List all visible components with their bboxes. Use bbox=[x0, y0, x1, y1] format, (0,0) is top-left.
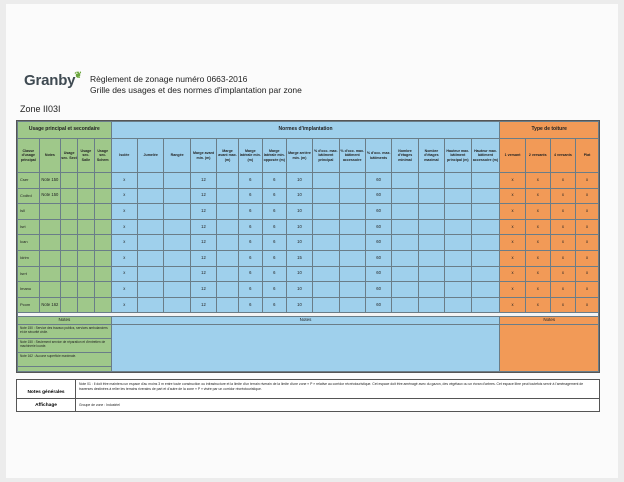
marge-arriere-min-cell: 10 bbox=[286, 219, 312, 235]
occ-batiments-cell: 60 bbox=[365, 250, 391, 266]
notes-body-row bbox=[18, 325, 599, 372]
etages-max-cell bbox=[418, 250, 444, 266]
marge-avant-min-cell: 12 bbox=[190, 188, 216, 204]
grid-row bbox=[18, 250, 599, 266]
hauteur-accessoire-cell bbox=[471, 266, 500, 282]
col-header-toiture: Plat bbox=[576, 139, 599, 173]
col-header-normes: Jumelée bbox=[138, 139, 164, 173]
occ-accessoire-cell bbox=[339, 188, 365, 204]
jumelee-cell bbox=[138, 204, 164, 220]
marge-avant-max-cell bbox=[217, 188, 239, 204]
etages-min-cell bbox=[392, 250, 418, 266]
occ-accessoire-cell bbox=[339, 173, 365, 189]
usage-sec-cell bbox=[61, 173, 78, 189]
occ-batiments-cell: 60 bbox=[365, 297, 391, 313]
marge-avant-max-cell bbox=[217, 173, 239, 189]
rangee-cell bbox=[164, 188, 190, 204]
marge-laterale-min-cell: 6 bbox=[238, 204, 262, 220]
usage-sec-cell bbox=[77, 219, 94, 235]
marge-laterale-min-cell: 6 bbox=[238, 173, 262, 189]
col-header-usage: Usage sec. Sect bbox=[61, 139, 78, 173]
notes-header-row bbox=[18, 317, 599, 325]
marge-laterale-opposee-cell: 6 bbox=[262, 282, 286, 298]
col-header-normes: Nombre d'étages minimal bbox=[392, 139, 418, 173]
usage-class-cell: Cxdtrd bbox=[18, 188, 40, 204]
toiture-cell: x bbox=[500, 235, 525, 251]
marge-avant-max-cell bbox=[217, 235, 239, 251]
hauteur-accessoire-cell bbox=[471, 235, 500, 251]
usage-sec-cell bbox=[94, 282, 111, 298]
document-title: Règlement de zonage numéro 0663-2016 bbox=[90, 74, 248, 84]
note-item: Note 162 : Aucune superficie maximale. bbox=[18, 353, 111, 367]
occ-principal-cell bbox=[313, 282, 339, 298]
hauteur-accessoire-cell bbox=[471, 250, 500, 266]
marge-laterale-min-cell: 6 bbox=[238, 282, 262, 298]
usage-note-cell bbox=[39, 219, 61, 235]
section-usage: Usage principal et secondaire bbox=[18, 122, 112, 139]
affichage-box bbox=[16, 398, 600, 412]
toiture-cell: x bbox=[525, 173, 550, 189]
col-header-normes: % d'occ. max. bâtiment principal bbox=[313, 139, 339, 173]
occ-batiments-cell: 60 bbox=[365, 219, 391, 235]
jumelee-cell bbox=[138, 266, 164, 282]
marge-laterale-min-cell: 6 bbox=[238, 235, 262, 251]
marge-avant-max-cell bbox=[217, 282, 239, 298]
toiture-cell: x bbox=[576, 204, 599, 220]
etages-min-cell bbox=[392, 297, 418, 313]
marge-avant-max-cell bbox=[217, 250, 239, 266]
rangee-cell bbox=[164, 173, 190, 189]
etages-max-cell bbox=[418, 235, 444, 251]
toiture-cell: x bbox=[576, 297, 599, 313]
etages-max-cell bbox=[418, 282, 444, 298]
section-toiture: Type de toiture bbox=[500, 122, 599, 139]
marge-arriere-min-cell: 10 bbox=[286, 173, 312, 189]
occ-batiments-cell: 60 bbox=[365, 266, 391, 282]
hauteur-principal-cell bbox=[445, 204, 471, 220]
hauteur-principal-cell bbox=[445, 219, 471, 235]
usage-sec-cell bbox=[94, 173, 111, 189]
marge-avant-max-cell bbox=[217, 297, 239, 313]
hauteur-principal-cell bbox=[445, 297, 471, 313]
occ-batiments-cell: 60 bbox=[365, 173, 391, 189]
jumelee-cell bbox=[138, 282, 164, 298]
usage-class-cell: Isrt bbox=[18, 219, 40, 235]
marge-arriere-min-cell: 10 bbox=[286, 235, 312, 251]
grid-row bbox=[18, 204, 599, 220]
occ-batiments-cell: 60 bbox=[365, 204, 391, 220]
occ-principal-cell bbox=[313, 219, 339, 235]
rangee-cell bbox=[164, 250, 190, 266]
occ-principal-cell bbox=[313, 188, 339, 204]
etages-min-cell bbox=[392, 282, 418, 298]
rangee-cell bbox=[164, 282, 190, 298]
toiture-cell: x bbox=[500, 219, 525, 235]
occ-principal-cell bbox=[313, 235, 339, 251]
col-header-usage: Usage sec. Schem bbox=[94, 139, 111, 173]
occ-batiments-cell: 60 bbox=[365, 235, 391, 251]
notes-toiture-label: Notes bbox=[500, 317, 599, 325]
marge-avant-min-cell: 12 bbox=[190, 204, 216, 220]
grid-row bbox=[18, 297, 599, 313]
usage-class-cell: Ican bbox=[18, 235, 40, 251]
marge-arriere-min-cell: 10 bbox=[286, 204, 312, 220]
toiture-cell: x bbox=[576, 219, 599, 235]
marge-avant-max-cell bbox=[217, 219, 239, 235]
usage-class-cell: Isrrt bbox=[18, 266, 40, 282]
grid-row bbox=[18, 219, 599, 235]
marge-arriere-min-cell: 15 bbox=[286, 250, 312, 266]
zoning-grid bbox=[16, 120, 600, 373]
toiture-cell: x bbox=[525, 266, 550, 282]
toiture-cell: x bbox=[576, 235, 599, 251]
occ-batiments-cell: 60 bbox=[365, 188, 391, 204]
toiture-cell: x bbox=[576, 188, 599, 204]
col-header-normes: Marge arrière min. (m) bbox=[286, 139, 312, 173]
hauteur-principal-cell bbox=[445, 282, 471, 298]
usage-class-cell: Pcom bbox=[18, 297, 40, 313]
occ-principal-cell bbox=[313, 297, 339, 313]
marge-laterale-min-cell: 6 bbox=[238, 297, 262, 313]
toiture-cell: x bbox=[500, 282, 525, 298]
col-header-normes: Rangée bbox=[164, 139, 190, 173]
marge-laterale-opposee-cell: 6 bbox=[262, 250, 286, 266]
usage-sec-cell bbox=[94, 188, 111, 204]
etages-max-cell bbox=[418, 173, 444, 189]
usage-class-cell: Imanu bbox=[18, 282, 40, 298]
occ-accessoire-cell bbox=[339, 235, 365, 251]
toiture-cell: x bbox=[525, 204, 550, 220]
marge-laterale-opposee-cell: 6 bbox=[262, 204, 286, 220]
affichage-text: Groupe de zone : Industriel bbox=[79, 403, 120, 407]
occ-principal-cell bbox=[313, 204, 339, 220]
occ-accessoire-cell bbox=[339, 204, 365, 220]
toiture-cell: x bbox=[525, 250, 550, 266]
toiture-cell: x bbox=[550, 250, 575, 266]
usage-sec-cell bbox=[61, 204, 78, 220]
etages-max-cell bbox=[418, 188, 444, 204]
rangee-cell bbox=[164, 297, 190, 313]
usage-note-cell bbox=[39, 250, 61, 266]
etages-max-cell bbox=[418, 219, 444, 235]
toiture-cell: x bbox=[525, 297, 550, 313]
grid-row bbox=[18, 235, 599, 251]
usage-sec-cell bbox=[77, 235, 94, 251]
toiture-cell: x bbox=[576, 266, 599, 282]
column-header-row bbox=[18, 139, 599, 173]
usage-sec-cell bbox=[61, 219, 78, 235]
usage-sec-cell bbox=[61, 297, 78, 313]
marge-arriere-min-cell: 10 bbox=[286, 297, 312, 313]
col-header-normes: Isolée bbox=[111, 139, 137, 173]
hauteur-accessoire-cell bbox=[471, 219, 500, 235]
isolee-cell: x bbox=[111, 282, 137, 298]
toiture-cell: x bbox=[576, 282, 599, 298]
etages-min-cell bbox=[392, 266, 418, 282]
usage-sec-cell bbox=[77, 188, 94, 204]
isolee-cell: x bbox=[111, 250, 137, 266]
usage-sec-cell bbox=[94, 235, 111, 251]
marge-avant-min-cell: 12 bbox=[190, 297, 216, 313]
etages-max-cell bbox=[418, 266, 444, 282]
col-header-normes: % d'occ. max. bâtiments bbox=[365, 139, 391, 173]
marge-arriere-min-cell: 10 bbox=[286, 188, 312, 204]
occ-principal-cell bbox=[313, 173, 339, 189]
marge-avant-min-cell: 12 bbox=[190, 266, 216, 282]
marge-avant-min-cell: 12 bbox=[190, 282, 216, 298]
section-header-row bbox=[18, 122, 599, 139]
occ-principal-cell bbox=[313, 250, 339, 266]
isolee-cell: x bbox=[111, 297, 137, 313]
marge-avant-min-cell: 12 bbox=[190, 219, 216, 235]
marge-laterale-opposee-cell: 6 bbox=[262, 219, 286, 235]
usage-sec-cell bbox=[61, 235, 78, 251]
usage-note-cell: Note 150 bbox=[39, 188, 61, 204]
grid-table bbox=[17, 121, 599, 372]
isolee-cell: x bbox=[111, 173, 137, 189]
toiture-cell: x bbox=[500, 250, 525, 266]
hauteur-accessoire-cell bbox=[471, 282, 500, 298]
usage-class-cell: Idrim bbox=[18, 250, 40, 266]
col-header-normes: % d'occ. max. bâtiment accessoire bbox=[339, 139, 365, 173]
toiture-cell: x bbox=[550, 282, 575, 298]
marge-avant-min-cell: 12 bbox=[190, 250, 216, 266]
rangee-cell bbox=[164, 204, 190, 220]
usage-class-cell: Isll bbox=[18, 204, 40, 220]
usage-sec-cell bbox=[94, 204, 111, 220]
usage-sec-cell bbox=[77, 204, 94, 220]
hauteur-accessoire-cell bbox=[471, 204, 500, 220]
section-normes: Normes d'implantation bbox=[111, 122, 500, 139]
hauteur-principal-cell bbox=[445, 235, 471, 251]
marge-laterale-min-cell: 6 bbox=[238, 219, 262, 235]
toiture-cell: x bbox=[500, 266, 525, 282]
usage-sec-cell bbox=[61, 282, 78, 298]
col-header-normes: Hauteur max. bâtiment accessoire (m) bbox=[471, 139, 500, 173]
usage-sec-cell bbox=[94, 250, 111, 266]
marge-laterale-opposee-cell: 6 bbox=[262, 173, 286, 189]
notes-normes-label: Notes bbox=[111, 317, 500, 325]
notes-usage-label: Notes bbox=[18, 317, 112, 325]
hauteur-principal-cell bbox=[445, 250, 471, 266]
usage-sec-cell bbox=[94, 219, 111, 235]
note-item: Note 150 : Service des travaux publics, services ambulanciers et de sécurité civile. bbox=[18, 325, 111, 339]
occ-accessoire-cell bbox=[339, 219, 365, 235]
affichage-label: Affichage bbox=[17, 399, 76, 411]
granby-logo: Granby❦ bbox=[24, 70, 82, 89]
occ-accessoire-cell bbox=[339, 250, 365, 266]
toiture-cell: x bbox=[550, 235, 575, 251]
jumelee-cell bbox=[138, 173, 164, 189]
etages-min-cell bbox=[392, 188, 418, 204]
toiture-cell: x bbox=[525, 235, 550, 251]
jumelee-cell bbox=[138, 250, 164, 266]
toiture-cell: x bbox=[550, 266, 575, 282]
occ-principal-cell bbox=[313, 266, 339, 282]
marge-laterale-opposee-cell: 6 bbox=[262, 235, 286, 251]
isolee-cell: x bbox=[111, 204, 137, 220]
marge-laterale-min-cell: 6 bbox=[238, 188, 262, 204]
usage-note-cell: Note 150 bbox=[39, 173, 61, 189]
jumelee-cell bbox=[138, 219, 164, 235]
jumelee-cell bbox=[138, 297, 164, 313]
marge-laterale-opposee-cell: 6 bbox=[262, 297, 286, 313]
usage-sec-cell bbox=[94, 266, 111, 282]
etages-min-cell bbox=[392, 173, 418, 189]
toiture-cell: x bbox=[500, 173, 525, 189]
zone-label: Zone II03I bbox=[20, 104, 61, 114]
usage-sec-cell bbox=[61, 188, 78, 204]
hauteur-principal-cell bbox=[445, 173, 471, 189]
usage-sec-cell bbox=[77, 173, 94, 189]
toiture-cell: x bbox=[550, 173, 575, 189]
usage-note-cell bbox=[39, 282, 61, 298]
toiture-cell: x bbox=[576, 250, 599, 266]
col-header-normes: Marge avant min. (m) bbox=[190, 139, 216, 173]
hauteur-principal-cell bbox=[445, 188, 471, 204]
usage-class-cell: Cser bbox=[18, 173, 40, 189]
etages-min-cell bbox=[392, 204, 418, 220]
notes-usage-body bbox=[18, 325, 112, 372]
grid-row bbox=[18, 282, 599, 298]
hauteur-accessoire-cell bbox=[471, 188, 500, 204]
toiture-cell: x bbox=[525, 282, 550, 298]
jumelee-cell bbox=[138, 235, 164, 251]
notes-toiture-body bbox=[500, 325, 599, 372]
occ-batiments-cell: 60 bbox=[365, 282, 391, 298]
marge-avant-min-cell: 12 bbox=[190, 235, 216, 251]
grid-row bbox=[18, 188, 599, 204]
col-header-toiture: 2 versants bbox=[525, 139, 550, 173]
isolee-cell: x bbox=[111, 219, 137, 235]
usage-sec-cell bbox=[77, 250, 94, 266]
etages-min-cell bbox=[392, 219, 418, 235]
marge-laterale-min-cell: 6 bbox=[238, 266, 262, 282]
toiture-cell: x bbox=[576, 173, 599, 189]
toiture-cell: x bbox=[550, 297, 575, 313]
usage-sec-cell bbox=[77, 282, 94, 298]
hauteur-principal-cell bbox=[445, 266, 471, 282]
col-header-normes: Marge avant max. (m) bbox=[217, 139, 239, 173]
marge-avant-min-cell: 12 bbox=[190, 173, 216, 189]
leaf-icon: ❦ bbox=[74, 70, 82, 80]
isolee-cell: x bbox=[111, 266, 137, 282]
notes-generales-label: Notes générales bbox=[17, 380, 76, 404]
usage-note-cell bbox=[39, 235, 61, 251]
toiture-cell: x bbox=[500, 297, 525, 313]
marge-arriere-min-cell: 10 bbox=[286, 266, 312, 282]
document-subtitle: Grille des usages et des normes d'implantation par zone bbox=[90, 85, 302, 95]
toiture-cell: x bbox=[525, 219, 550, 235]
usage-sec-cell bbox=[77, 266, 94, 282]
usage-sec-cell bbox=[61, 250, 78, 266]
toiture-cell: x bbox=[525, 188, 550, 204]
etages-max-cell bbox=[418, 204, 444, 220]
occ-accessoire-cell bbox=[339, 282, 365, 298]
usage-sec-cell bbox=[77, 297, 94, 313]
usage-sec-cell bbox=[94, 297, 111, 313]
note-item: Note 150 : Seulement service de réparation et d'entretien de machinerie lourde. bbox=[18, 339, 111, 353]
isolee-cell: x bbox=[111, 235, 137, 251]
notes-generales-text: Note 01 : Il doit être maintenu un espace d'au moins 3 m entre toute construction ou infrastructure et la limite d'un terrain riverain de la limite d'une zone « P » relative au corridor récréotouristique. Cet espace doit être aménagé avec du gazon, des végétaux ou un écran d'arbres. Cet espace libre peut toutefois servir à l'aménagement de traverses destinées à relier les terrains riverains de part et d'autre de la zone « P » visée par un corridor récréotouristique. bbox=[79, 382, 584, 391]
rangee-cell bbox=[164, 235, 190, 251]
col-header-usage: Classe d'usage principal bbox=[18, 139, 40, 173]
marge-arriere-min-cell: 10 bbox=[286, 282, 312, 298]
col-header-usage: Usage sec. Salle bbox=[77, 139, 94, 173]
rangee-cell bbox=[164, 266, 190, 282]
toiture-cell: x bbox=[550, 204, 575, 220]
toiture-cell: x bbox=[500, 188, 525, 204]
col-header-normes: Marge latérale min. (m) bbox=[238, 139, 262, 173]
marge-laterale-opposee-cell: 6 bbox=[262, 266, 286, 282]
marge-laterale-opposee-cell: 6 bbox=[262, 188, 286, 204]
col-header-toiture: 4 versants bbox=[550, 139, 575, 173]
etages-max-cell bbox=[418, 297, 444, 313]
rangee-cell bbox=[164, 219, 190, 235]
etages-min-cell bbox=[392, 235, 418, 251]
occ-accessoire-cell bbox=[339, 297, 365, 313]
notes-normes-body bbox=[111, 325, 500, 372]
grid-rows bbox=[18, 173, 599, 313]
col-header-usage: Notes bbox=[39, 139, 61, 173]
marge-avant-max-cell bbox=[217, 266, 239, 282]
hauteur-accessoire-cell bbox=[471, 173, 500, 189]
usage-note-cell: Note 162 bbox=[39, 297, 61, 313]
col-header-normes: Marge latérale min. opposée (m) bbox=[262, 139, 286, 173]
col-header-normes: Hauteur max. bâtiment principal (m) bbox=[445, 139, 471, 173]
toiture-cell: x bbox=[550, 219, 575, 235]
isolee-cell: x bbox=[111, 188, 137, 204]
grid-row bbox=[18, 266, 599, 282]
hauteur-accessoire-cell bbox=[471, 297, 500, 313]
marge-avant-max-cell bbox=[217, 204, 239, 220]
marge-laterale-min-cell: 6 bbox=[238, 250, 262, 266]
toiture-cell: x bbox=[550, 188, 575, 204]
usage-sec-cell bbox=[61, 266, 78, 282]
jumelee-cell bbox=[138, 188, 164, 204]
toiture-cell: x bbox=[500, 204, 525, 220]
col-header-normes: Nombre d'étages maximal bbox=[418, 139, 444, 173]
usage-note-cell bbox=[39, 266, 61, 282]
usage-note-cell bbox=[39, 204, 61, 220]
grid-row bbox=[18, 173, 599, 189]
occ-accessoire-cell bbox=[339, 266, 365, 282]
col-header-toiture: 1 versant bbox=[500, 139, 525, 173]
